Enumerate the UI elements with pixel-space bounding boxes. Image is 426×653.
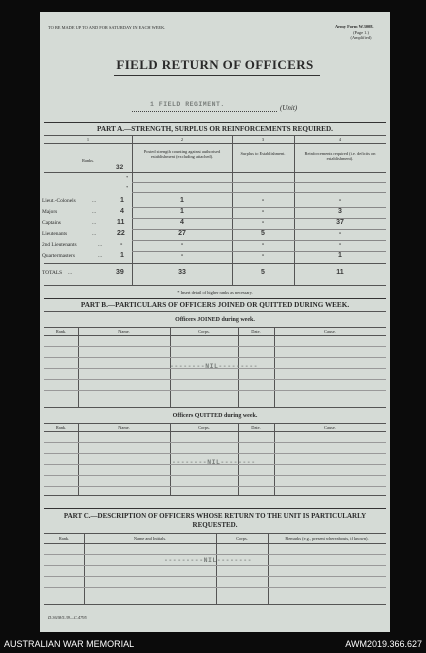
- row-dots: ...: [92, 198, 97, 204]
- totals-surplus: 5: [261, 269, 265, 276]
- col-header-ranks: Ranks.: [81, 158, 95, 163]
- rank-label: 2nd Lieutenants: [42, 242, 77, 248]
- form-number: Army Form W.3008.: [335, 24, 374, 29]
- joined-col-corps: Corps.: [198, 329, 210, 334]
- part-c-col-corps: Corps.: [236, 536, 248, 541]
- col-header-reinforcements: Reinforcements required (i.e. deficits on establishment).: [304, 151, 376, 162]
- surplus-value: -: [261, 208, 265, 215]
- joined-col-name: Name.: [118, 329, 130, 334]
- joined-col-date: Date.: [251, 329, 261, 334]
- reinforcements-value: 1: [338, 252, 342, 259]
- reinforcements-value: -: [338, 230, 342, 237]
- row-dots: ...: [98, 253, 103, 259]
- quitted-entry: --------NIL--------: [172, 459, 256, 466]
- part-b-heading: PART B.—PARTICULARS OF OFFICERS JOINED OR QUITTED DURING WEEK.: [80, 301, 350, 309]
- unit-label: (Unit): [280, 104, 298, 112]
- totals-label: TOTALS: [42, 270, 63, 276]
- part-c-heading-line2: REQUESTED.: [192, 521, 238, 529]
- quitted-col-name: Name.: [118, 425, 130, 430]
- establishment-value: 1: [120, 197, 124, 204]
- establishment-header-value: 32: [116, 164, 124, 171]
- col-number-2: 2: [180, 137, 184, 142]
- totals-establishment: 39: [116, 269, 124, 276]
- footer-accession-number: AWM2019.366.627: [345, 639, 422, 649]
- quitted-title: Officers QUITTED during week.: [172, 413, 258, 419]
- table-row: [40, 240, 390, 251]
- quitted-col-corps: Corps.: [198, 425, 210, 430]
- joined-entry: --------NIL---------: [170, 363, 259, 370]
- part-a-heading: PART A.—STRENGTH, SURPLUS OR REINFORCEMENTS REQUIRED.: [97, 125, 333, 133]
- rank-label: Quartermasters: [42, 253, 75, 259]
- reinforcements-value: -: [338, 197, 342, 204]
- totals-reinforcements: 11: [336, 269, 344, 276]
- posted-value: -: [180, 241, 184, 248]
- establishment-value: 22: [117, 230, 125, 237]
- print-code: D.3638/5.39—C.4795: [48, 615, 87, 620]
- joined-title: Officers JOINED during week.: [175, 317, 255, 323]
- table-row: [40, 196, 390, 207]
- col-number-1: 1: [86, 137, 90, 142]
- table-row: [40, 229, 390, 240]
- establishment-value: 11: [117, 219, 125, 226]
- surplus-value: 5: [261, 230, 265, 237]
- table-row: [40, 218, 390, 229]
- quitted-col-cause: Cause.: [324, 425, 336, 430]
- joined-col-cause: Cause.: [324, 329, 336, 334]
- surplus-value: -: [261, 197, 265, 204]
- surplus-value: -: [261, 219, 265, 226]
- establishment-value: 1: [120, 252, 124, 259]
- row-dots: ...: [92, 231, 97, 237]
- reinforcements-value: -: [338, 241, 342, 248]
- col-header-posted: Posted strength counting against authorised establishment (excluding attached).: [143, 149, 221, 160]
- row-dots: ...: [98, 242, 103, 248]
- part-a-footnote: * Insert detail of higher ranks as necessary.: [177, 290, 253, 295]
- form-sheet: TO BE MADE UP TO AND FOR SATURDAY IN EACH WEEK. Army Form W.3008. (Page 1.) (Amplified) FIELD RETURN OF OFFICERS 1 FIELD REGIMENT. (Unit) PART A.—STRENGTH, SURPLUS OR REINFORCEMENTS REQUIRED. 1 2 3 4 Ranks. Posted strength counting against authorised establishment (excluding attached). Surplus to Establishment. Reinforcements required (i.e. deficits on establishment). 32 * * Lieut.-Colonels ... 1 1 - - Majors ... 4 1 - 3 Captains ... 11 4 - 37 Lieutenants ... 22 27 5 - 2nd Lieutenants ... - - - - Quartermasters ... 1 - - 1 TOTALS ... 39 33 5 11 * Insert detail of higher ranks as necessary. PART B.—PARTICULARS OF OFFICERS JOINED OR QUITTED DURING WEEK. Officers JOINED during week. Rank. Name. Corps. Date. Cause. --------NIL--------- Officers QUITTED during week. Rank. Name. Corps. Date. Cause. --------NIL-------- PART C.—DESCRIPTION OF OFFICERS WHOSE RETURN TO THE UNIT IS PARTICULARLY REQUESTED. Rank. Name and Initials. Corps. Remarks (e.g., present whereabouts, if known). ---------NIL-------- D.3638/5.39—C.4795: [40, 12, 390, 632]
- row-dots: ...: [68, 270, 73, 276]
- part-c-heading-line1: PART C.—DESCRIPTION OF OFFICERS WHOSE RETURN TO THE UNIT IS PARTICULARLY: [63, 512, 367, 520]
- reinforcements-value: 3: [338, 208, 342, 215]
- posted-value: 1: [180, 208, 184, 215]
- establishment-value: -: [120, 241, 123, 248]
- col-number-3: 3: [261, 137, 265, 142]
- col-header-surplus: Surplus to Establishment.: [240, 151, 286, 156]
- part-c-col-remarks: Remarks (e.g., present whereabouts, if known).: [285, 536, 369, 541]
- page-title: FIELD RETURN OF OFFICERS: [116, 57, 314, 72]
- quitted-col-rank: Rank.: [55, 425, 67, 430]
- instruction-text: TO BE MADE UP TO AND FOR SATURDAY IN EACH WEEK.: [48, 25, 166, 30]
- posted-value: -: [180, 252, 184, 259]
- rank-label: Majors: [42, 209, 58, 215]
- part-c-entry: ---------NIL--------: [164, 557, 253, 564]
- quitted-col-date: Date.: [251, 425, 261, 430]
- establishment-value: 4: [120, 208, 124, 215]
- form-status: (Amplified): [350, 35, 372, 40]
- page-number: (Page 1.): [353, 30, 369, 35]
- part-c-col-name: Name and Initials.: [133, 536, 167, 541]
- posted-value: 27: [178, 230, 186, 237]
- surplus-value: -: [261, 252, 265, 259]
- surplus-value: -: [261, 241, 265, 248]
- row-dots: ...: [92, 209, 97, 215]
- unit-value: 1 FIELD REGIMENT.: [150, 101, 225, 108]
- table-row: [40, 251, 390, 262]
- table-row: [40, 207, 390, 218]
- joined-col-rank: Rank.: [55, 329, 67, 334]
- posted-value: 1: [180, 197, 184, 204]
- row-dots: ...: [92, 220, 97, 226]
- totals-row: [40, 268, 390, 280]
- rank-label: Lieutenants: [42, 231, 68, 237]
- part-c-col-rank: Rank.: [58, 536, 70, 541]
- rank-label: Captains: [42, 220, 61, 226]
- totals-posted: 33: [178, 269, 186, 276]
- reinforcements-value: 37: [336, 219, 344, 226]
- footer-source: AUSTRALIAN WAR MEMORIAL: [4, 639, 135, 649]
- posted-value: 4: [180, 219, 184, 226]
- col-number-4: 4: [338, 137, 342, 142]
- rank-label: Lieut.-Colonels: [42, 198, 76, 204]
